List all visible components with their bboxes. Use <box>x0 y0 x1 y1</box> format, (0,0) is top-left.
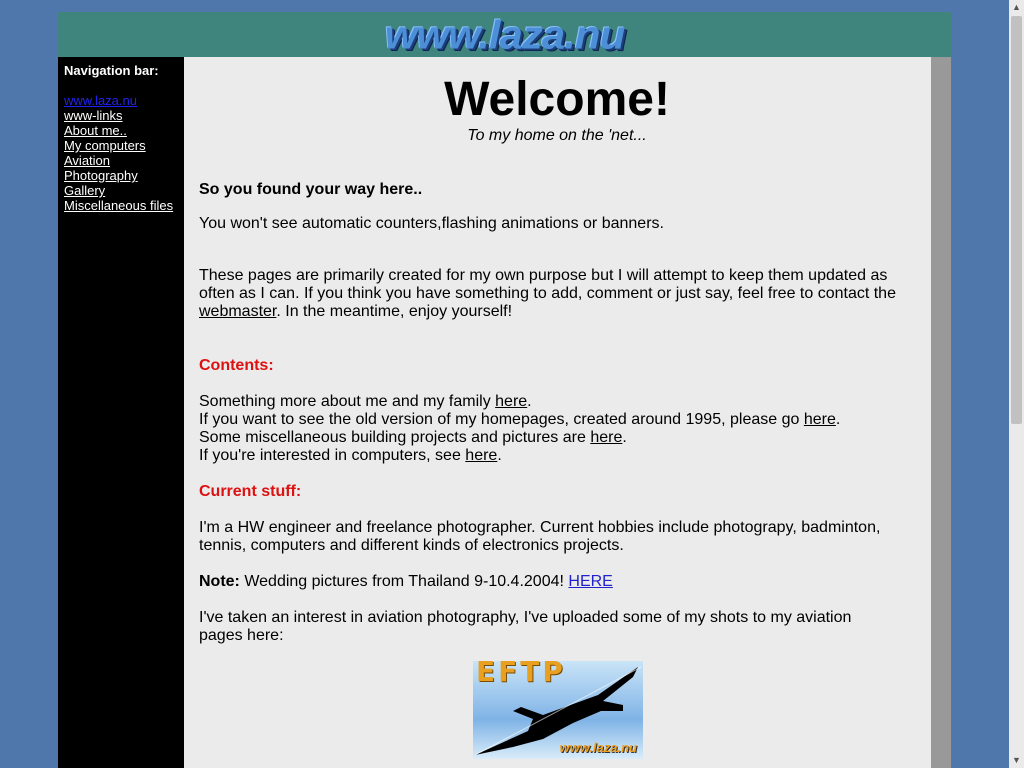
nav-link-aviation[interactable]: Aviation <box>64 153 111 168</box>
scroll-up-arrow-icon[interactable]: ▲ <box>1012 2 1021 12</box>
contents-item <box>199 393 899 411</box>
site-logo[interactable]: www.laza.nu <box>384 12 625 57</box>
purpose-text: These pages are primarily created for my own purpose but I will attempt to keep them updated as often as I can. If you think you have something to add, comment or just say, feel free to contact the <box>199 267 896 302</box>
here-link-computers[interactable]: here <box>465 447 498 464</box>
nav-link-photography[interactable]: Photography <box>64 168 138 183</box>
page <box>58 12 951 768</box>
contents-list <box>199 393 899 465</box>
intro-heading: So you found your way here.. <box>199 181 423 198</box>
aviation-text: I've taken an interest in aviation photography, I've uploaded some of my shots to my aviation pages here: <box>199 609 852 644</box>
contents-item-text: If you want to see the old version of my homepages, created around 1995, please go <box>199 411 804 428</box>
note-label: Note: <box>199 573 240 590</box>
nav-link-home[interactable]: www.laza.nu <box>64 93 137 108</box>
vertical-scrollbar[interactable] <box>1009 0 1024 768</box>
scroll-down-arrow-icon[interactable]: ▼ <box>1012 755 1021 765</box>
nav-title: Navigation bar: <box>64 63 159 78</box>
contents-item-post: . <box>527 393 532 410</box>
contents-item-text: Something more about me and my family <box>199 393 496 410</box>
site-banner <box>58 12 951 57</box>
eftp-subtitle: www.laza.nu <box>559 740 637 755</box>
contents-item-post: . <box>497 447 502 464</box>
note-text: Wedding pictures from Thailand 9-10.4.2004! <box>239 573 569 590</box>
current-heading: Current stuff: <box>199 483 302 500</box>
eftp-aviation-banner[interactable] <box>473 661 643 759</box>
main-content <box>184 57 931 768</box>
page-subtitle: To my home on the 'net... <box>467 127 647 144</box>
purpose-tail: . In the meantime, enjoy yourself! <box>276 303 513 320</box>
webmaster-link[interactable]: webmaster <box>199 303 277 320</box>
nav-link-misc-files[interactable]: Miscellaneous files <box>64 198 174 213</box>
contents-item-text: If you're interested in computers, see <box>199 447 466 464</box>
nav-link-about-me[interactable]: About me.. <box>64 123 127 138</box>
nav-link-gallery[interactable]: Gallery <box>64 183 106 198</box>
nav-link-my-computers[interactable]: My computers <box>64 138 146 153</box>
here-link-old-version[interactable]: here <box>803 411 836 428</box>
page-title: Welcome! <box>444 73 670 126</box>
contents-heading: Contents: <box>199 357 274 374</box>
wedding-pictures-link[interactable]: HERE <box>568 573 613 590</box>
nav-link-www-links[interactable]: www-links <box>64 108 123 123</box>
contents-item <box>199 411 899 429</box>
contents-item <box>199 447 899 465</box>
purpose-paragraph <box>199 267 899 321</box>
here-link-about[interactable]: here <box>495 393 528 410</box>
note-line <box>199 573 899 591</box>
nav-links <box>64 93 173 213</box>
navigation-bar <box>58 57 184 768</box>
contents-item-text: Some miscellaneous building projects and pictures are <box>199 429 591 446</box>
contents-item <box>199 429 899 447</box>
scrollbar-thumb[interactable] <box>1011 16 1022 424</box>
intro-text: You won't see automatic counters,flashing animations or banners. <box>199 215 664 232</box>
contents-item-post: . <box>835 411 841 428</box>
right-gray-column <box>931 57 951 768</box>
contents-item-post: . <box>622 429 627 446</box>
current-text: I'm a HW engineer and freelance photographer. Current hobbies include photograpy, badminton, tennis, computers and different kinds of electronics projects. <box>199 519 881 554</box>
here-link-projects[interactable]: here <box>590 429 623 446</box>
eftp-title: EFTP <box>476 661 566 688</box>
